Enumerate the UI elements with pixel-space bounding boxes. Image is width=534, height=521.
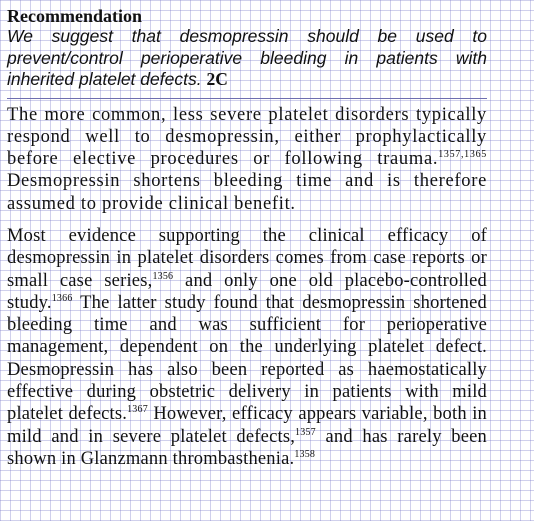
paragraph-2-text-1: Most evidence supporting the clinical efficacy of desmopressin in platelet disorders comes from case reports or small case series, bbox=[7, 225, 487, 291]
recommendation-box bbox=[7, 6, 487, 94]
citation-1356[interactable]: 1356 bbox=[152, 270, 174, 282]
section-divider bbox=[7, 98, 487, 99]
citation-1357-1365[interactable]: 1357,1365 bbox=[438, 149, 487, 161]
paragraph-2-text-2: and only one old placebo-controlled study. bbox=[7, 270, 488, 313]
recommendation-statement: We suggest that desmopressin should be used to prevent/control perioperative bleeding in patients with inherited platelet defects. bbox=[7, 26, 487, 89]
paragraph-2-text-3: The latter study found that desmopressin shortened bleeding time and was sufficient for perioperative management, dependent on the underlying platelet defect. Desmopressin has also been reported as haemostatically effective during obstetric delivery in patients with mild platelet defects. bbox=[7, 292, 487, 425]
recommendation-heading: Recommendation bbox=[7, 6, 142, 26]
paragraph-2-text-4: However, efficacy appears variable, both in mild and in severe platelet defects, bbox=[7, 404, 487, 447]
paragraph-1-sentence-2: Desmopressin shortens bleeding time and is therefore assumed to provide clinical benefit. bbox=[7, 171, 487, 214]
recommendation-text bbox=[7, 26, 487, 91]
body-paragraph-2 bbox=[7, 225, 487, 470]
document-page bbox=[7, 6, 487, 480]
evidence-grade: 2C bbox=[206, 69, 228, 89]
paragraph-2-text-5: and has rarely been shown in Glanzmann thrombasthenia. bbox=[7, 426, 487, 469]
citation-1367[interactable]: 1367 bbox=[127, 404, 148, 416]
citation-1366[interactable]: 1366 bbox=[51, 292, 73, 304]
citation-1358[interactable]: 1358 bbox=[294, 448, 316, 460]
body-paragraph-1 bbox=[7, 104, 487, 215]
paragraph-1-sentence-1: The more common, less severe platelet disorders typically respond well to desmopressin, either prophylactically before elective procedures or following trauma. bbox=[7, 104, 487, 170]
citation-1357[interactable]: 1357 bbox=[295, 426, 316, 438]
